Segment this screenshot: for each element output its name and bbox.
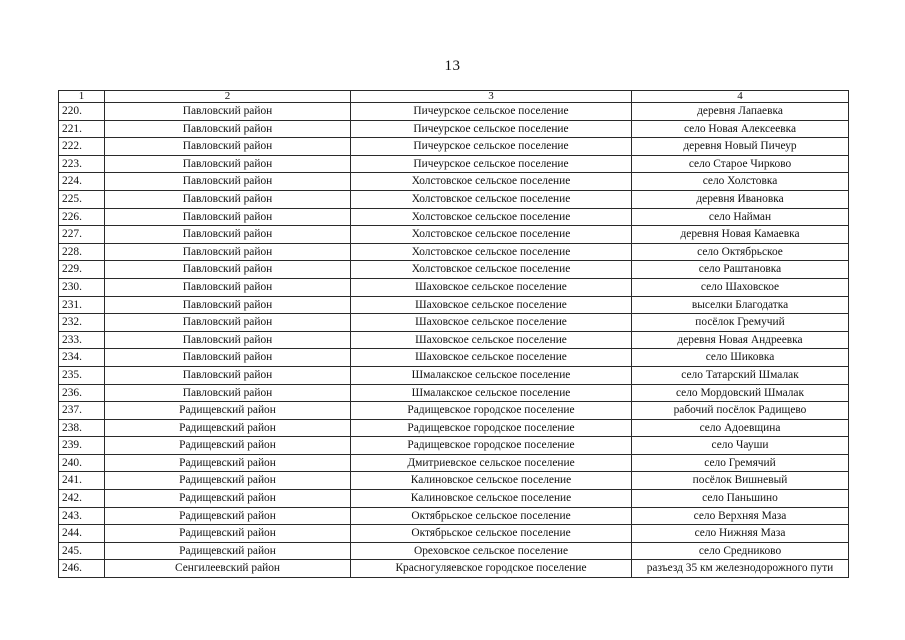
settlement-cell: Пичеурское сельское поселение (351, 103, 632, 121)
row-number: 220. (59, 103, 105, 121)
locality-cell: разъезд 35 км железнодорожного пути (632, 560, 849, 578)
locality-cell: село Чауши (632, 437, 849, 455)
row-number: 237. (59, 402, 105, 420)
settlement-cell: Октябрьское сельское поселение (351, 507, 632, 525)
settlement-cell: Холстовское сельское поселение (351, 208, 632, 226)
row-number: 222. (59, 138, 105, 156)
district-cell: Павловский район (105, 208, 351, 226)
district-cell: Павловский район (105, 314, 351, 332)
district-cell: Радищевский район (105, 437, 351, 455)
table-row (59, 525, 849, 543)
locality-cell: село Верхняя Маза (632, 507, 849, 525)
row-number: 238. (59, 419, 105, 437)
locality-cell: село Найман (632, 208, 849, 226)
locality-cell: село Адоевщина (632, 419, 849, 437)
locality-cell: деревня Новая Андреевка (632, 331, 849, 349)
settlement-cell: Дмитриевское сельское поселение (351, 454, 632, 472)
settlement-cell: Шаховское сельское поселение (351, 331, 632, 349)
district-cell: Павловский район (105, 243, 351, 261)
row-number: 244. (59, 525, 105, 543)
table-row (59, 560, 849, 578)
table-row (59, 542, 849, 560)
settlement-cell: Холстовское сельское поселение (351, 190, 632, 208)
district-cell: Радищевский район (105, 525, 351, 543)
district-cell: Павловский район (105, 103, 351, 121)
settlement-cell: Шмалакское сельское поселение (351, 384, 632, 402)
locality-cell: деревня Новый Пичеур (632, 138, 849, 156)
table-row (59, 366, 849, 384)
locality-cell: деревня Ивановка (632, 190, 849, 208)
locality-cell: посёлок Вишневый (632, 472, 849, 490)
table-row (59, 507, 849, 525)
row-number: 246. (59, 560, 105, 578)
table-row (59, 261, 849, 279)
table-row (59, 296, 849, 314)
row-number: 243. (59, 507, 105, 525)
settlement-cell: Калиновское сельское поселение (351, 490, 632, 508)
locality-cell: село Шаховское (632, 278, 849, 296)
district-cell: Павловский район (105, 226, 351, 244)
district-cell: Павловский район (105, 278, 351, 296)
row-number: 231. (59, 296, 105, 314)
settlement-cell: Ореховское сельское поселение (351, 542, 632, 560)
locality-cell: село Гремячий (632, 454, 849, 472)
locality-cell: рабочий посёлок Радищево (632, 402, 849, 420)
locality-cell: деревня Новая Камаевка (632, 226, 849, 244)
table-row (59, 226, 849, 244)
settlement-cell: Шаховское сельское поселение (351, 349, 632, 367)
table-row (59, 402, 849, 420)
settlement-cell: Холстовское сельское поселение (351, 226, 632, 244)
district-cell: Павловский район (105, 120, 351, 138)
table-body (59, 103, 849, 578)
column-header-district: 2 (105, 91, 351, 103)
row-number: 226. (59, 208, 105, 226)
district-cell: Радищевский район (105, 507, 351, 525)
locality-cell: село Старое Чирково (632, 155, 849, 173)
settlement-cell: Шаховское сельское поселение (351, 278, 632, 296)
row-number: 234. (59, 349, 105, 367)
settlement-cell: Красногуляевское городское поселение (351, 560, 632, 578)
row-number: 236. (59, 384, 105, 402)
page-number: 13 (444, 58, 461, 74)
settlement-cell: Калиновское сельское поселение (351, 472, 632, 490)
column-header-number: 1 (59, 91, 105, 103)
locality-cell: деревня Лапаевка (632, 103, 849, 121)
locality-cell: посёлок Гремучий (632, 314, 849, 332)
table-row (59, 384, 849, 402)
locality-cell: село Раштановка (632, 261, 849, 279)
locality-cell: село Октябрьское (632, 243, 849, 261)
district-cell: Радищевский район (105, 542, 351, 560)
settlement-cell: Радищевское городское поселение (351, 419, 632, 437)
settlement-cell: Пичеурское сельское поселение (351, 120, 632, 138)
district-cell: Павловский район (105, 384, 351, 402)
row-number: 229. (59, 261, 105, 279)
row-number: 235. (59, 366, 105, 384)
settlements-table (58, 90, 849, 578)
row-number: 227. (59, 226, 105, 244)
locality-cell: село Нижняя Маза (632, 525, 849, 543)
district-cell: Павловский район (105, 331, 351, 349)
table-row (59, 243, 849, 261)
settlement-cell: Шмалакское сельское поселение (351, 366, 632, 384)
table-row (59, 419, 849, 437)
table-row (59, 472, 849, 490)
table-row (59, 103, 849, 121)
column-header-settlement: 3 (351, 91, 632, 103)
locality-cell: село Средниково (632, 542, 849, 560)
table-row (59, 454, 849, 472)
row-number: 225. (59, 190, 105, 208)
table-row (59, 437, 849, 455)
row-number: 233. (59, 331, 105, 349)
locality-cell: село Холстовка (632, 173, 849, 191)
district-cell: Павловский район (105, 261, 351, 279)
row-number: 240. (59, 454, 105, 472)
settlement-cell: Холстовское сельское поселение (351, 243, 632, 261)
settlement-cell: Холстовское сельское поселение (351, 261, 632, 279)
settlement-cell: Радищевское городское поселение (351, 402, 632, 420)
row-number: 221. (59, 120, 105, 138)
district-cell: Радищевский район (105, 402, 351, 420)
settlement-cell: Холстовское сельское поселение (351, 173, 632, 191)
table-row (59, 155, 849, 173)
column-header-locality: 4 (632, 91, 849, 103)
settlement-cell: Пичеурское сельское поселение (351, 138, 632, 156)
district-cell: Павловский район (105, 190, 351, 208)
row-number: 242. (59, 490, 105, 508)
district-cell: Радищевский район (105, 454, 351, 472)
table-row (59, 349, 849, 367)
row-number: 224. (59, 173, 105, 191)
district-cell: Сенгилеевский район (105, 560, 351, 578)
table-row (59, 120, 849, 138)
district-cell: Павловский район (105, 155, 351, 173)
row-number: 245. (59, 542, 105, 560)
district-cell: Павловский район (105, 349, 351, 367)
locality-cell: выселки Благодатка (632, 296, 849, 314)
table-row (59, 490, 849, 508)
locality-cell: село Паньшино (632, 490, 849, 508)
table-row (59, 138, 849, 156)
row-number: 239. (59, 437, 105, 455)
table-row (59, 208, 849, 226)
table-row (59, 173, 849, 191)
settlement-cell: Октябрьское сельское поселение (351, 525, 632, 543)
table-row (59, 331, 849, 349)
district-cell: Павловский район (105, 173, 351, 191)
table-header-row (59, 91, 849, 103)
settlement-cell: Радищевское городское поселение (351, 437, 632, 455)
locality-cell: село Мордовский Шмалак (632, 384, 849, 402)
settlement-cell: Шаховское сельское поселение (351, 296, 632, 314)
row-number: 228. (59, 243, 105, 261)
district-cell: Павловский район (105, 296, 351, 314)
row-number: 232. (59, 314, 105, 332)
district-cell: Радищевский район (105, 490, 351, 508)
table-row (59, 314, 849, 332)
district-cell: Павловский район (105, 138, 351, 156)
locality-cell: село Новая Алексеевка (632, 120, 849, 138)
settlement-cell: Шаховское сельское поселение (351, 314, 632, 332)
locality-cell: село Шиковка (632, 349, 849, 367)
row-number: 223. (59, 155, 105, 173)
district-cell: Радищевский район (105, 419, 351, 437)
row-number: 230. (59, 278, 105, 296)
table-row (59, 278, 849, 296)
district-cell: Павловский район (105, 366, 351, 384)
locality-cell: село Татарский Шмалак (632, 366, 849, 384)
table-row (59, 190, 849, 208)
settlement-cell: Пичеурское сельское поселение (351, 155, 632, 173)
row-number: 241. (59, 472, 105, 490)
district-cell: Радищевский район (105, 472, 351, 490)
